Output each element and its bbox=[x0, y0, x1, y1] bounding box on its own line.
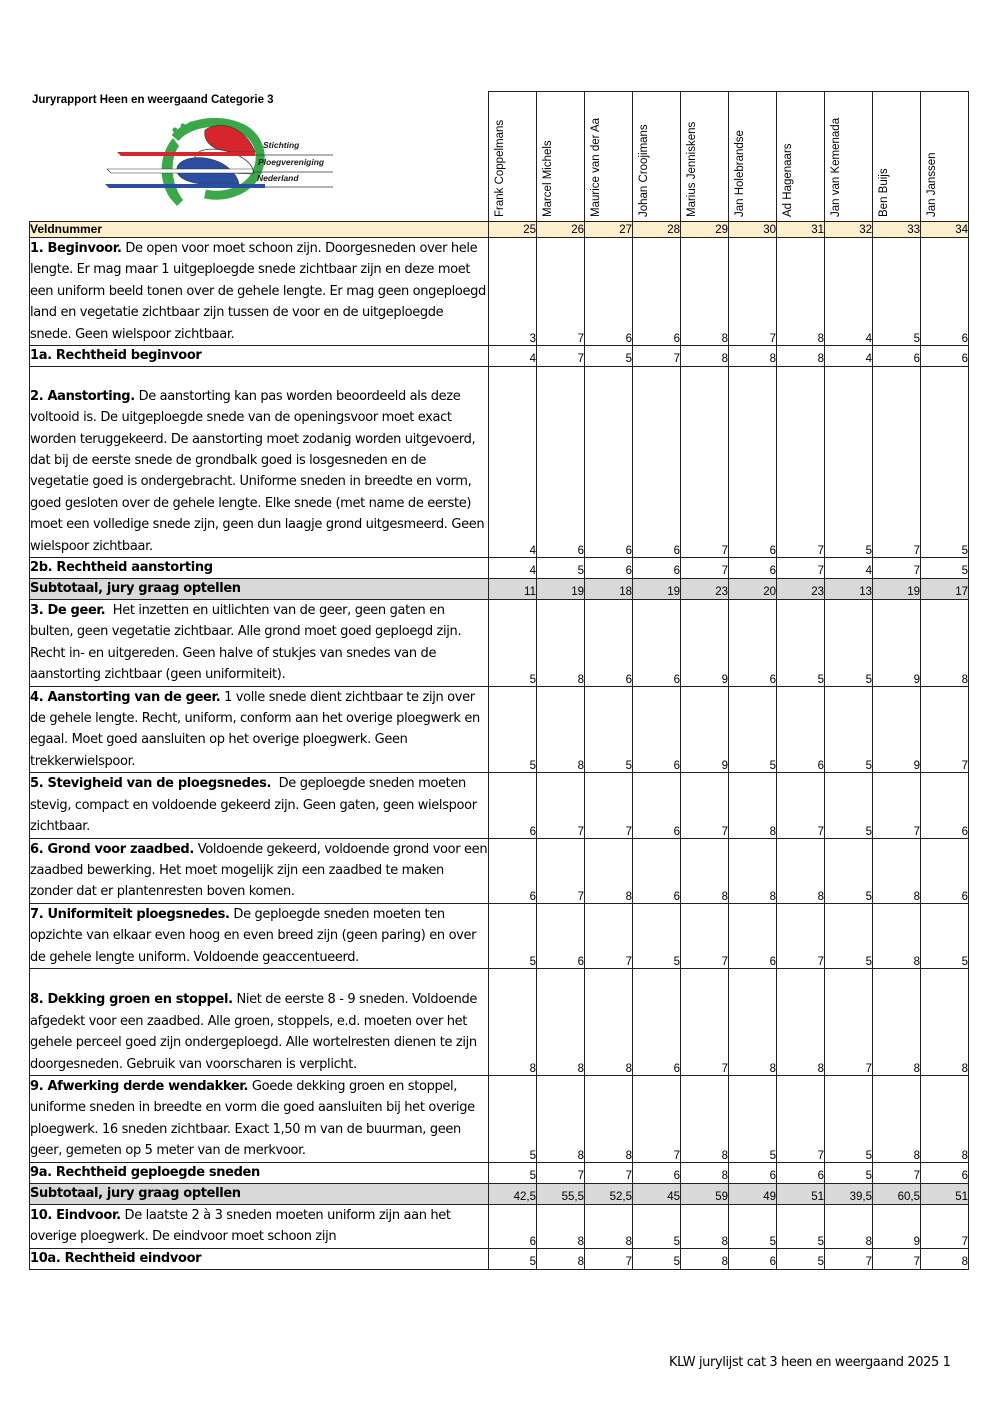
logo-text-ploegvereniging: Ploegvereniging bbox=[258, 157, 325, 167]
score-cell[interactable]: 6 bbox=[729, 558, 777, 579]
field-number-cell[interactable]: 27 bbox=[585, 222, 633, 238]
score-cell[interactable]: 6 bbox=[585, 558, 633, 579]
criterion-row bbox=[30, 838, 969, 903]
subtotal-cell[interactable]: 51 bbox=[921, 1183, 969, 1204]
score-cell[interactable]: 8 bbox=[585, 838, 633, 903]
criterion-title: 4. Aanstorting van de geer. bbox=[30, 689, 221, 705]
score-cell[interactable]: 5 bbox=[825, 773, 873, 838]
criterion-title: 9. Afwerking derde wendakker. bbox=[30, 1078, 249, 1094]
subtotal-cell[interactable]: 52,5 bbox=[585, 1183, 633, 1204]
criterion-title: Subtotaal, jury graag optellen bbox=[30, 581, 241, 597]
criterion-row bbox=[30, 1075, 969, 1162]
score-cell[interactable]: 4 bbox=[825, 238, 873, 346]
score-cell[interactable]: 8 bbox=[729, 968, 777, 1075]
judge-column-header bbox=[777, 92, 825, 222]
subtotal-cell[interactable]: 23 bbox=[681, 579, 729, 600]
score-cell[interactable]: 6 bbox=[633, 773, 681, 838]
subtotal-row bbox=[30, 579, 969, 600]
score-cell[interactable]: 6 bbox=[489, 838, 537, 903]
score-cell[interactable]: 7 bbox=[873, 367, 921, 558]
score-cell[interactable]: 5 bbox=[489, 600, 537, 687]
score-cell[interactable]: 6 bbox=[873, 346, 921, 367]
judge-column-header bbox=[489, 92, 537, 222]
score-cell[interactable]: 6 bbox=[921, 346, 969, 367]
score-cell[interactable]: 7 bbox=[777, 773, 825, 838]
criterion-row bbox=[30, 773, 969, 838]
score-cell[interactable]: 9 bbox=[873, 686, 921, 773]
score-cell[interactable]: 5 bbox=[777, 600, 825, 687]
score-cell[interactable]: 7 bbox=[729, 238, 777, 346]
criterion-description bbox=[30, 238, 489, 346]
subtotal-cell[interactable]: 42,5 bbox=[489, 1183, 537, 1204]
criterion-title: 10. Eindvoor. bbox=[30, 1207, 121, 1223]
score-cell[interactable]: 7 bbox=[873, 1162, 921, 1183]
score-cell[interactable]: 8 bbox=[537, 1248, 585, 1269]
score-cell[interactable]: 7 bbox=[777, 1075, 825, 1162]
score-cell[interactable]: 5 bbox=[585, 346, 633, 367]
score-cell[interactable]: 7 bbox=[633, 1075, 681, 1162]
score-cell[interactable]: 6 bbox=[633, 838, 681, 903]
criterion-text: De open voor moet schoon zijn. Doorgesneden over hele lengte. Er mag maar 1 uitgeploegde snede zichtbaar zijn en deze moet een uniform beeld tonen over de gehele lengte. Er mag geen ongeploegd land en vegetatie zichtbaar zijn tussen de voor en de uitgeploegde snede. Geen wielspoor zichtbaar. bbox=[30, 241, 490, 342]
criterion-text: Het inzetten en uitlichten van de geer, geen gaten en bulten, geen vegetatie zichtbaar. Alle grond moet goed geploegd zijn. Recht in- en uitgereden. Geen halve of stukjes van snedes van de aanstorting zichtbaar (geen uniformiteit). bbox=[30, 603, 466, 683]
criterion-row bbox=[30, 903, 969, 968]
field-number-cell[interactable]: 34 bbox=[921, 222, 969, 238]
score-cell[interactable]: 5 bbox=[777, 1204, 825, 1248]
judge-header-row bbox=[30, 92, 969, 222]
score-cell[interactable]: 7 bbox=[585, 773, 633, 838]
score-cell[interactable]: 5 bbox=[585, 686, 633, 773]
criterion-text: De laatste 2 à 3 sneden moeten uniform zijn aan het overige ploegwerk. De eindvoor moet schoon zijn bbox=[30, 1207, 455, 1245]
page-footer: KLW jurylijst cat 3 heen en weergaand 2025 1 bbox=[669, 1355, 951, 1370]
score-cell[interactable]: 5 bbox=[873, 238, 921, 346]
judge-column-header bbox=[585, 92, 633, 222]
score-cell[interactable]: 5 bbox=[633, 903, 681, 968]
subtotal-cell[interactable]: 19 bbox=[633, 579, 681, 600]
criterion-title: 3. De geer. bbox=[30, 603, 106, 619]
criterion-text: Niet de eerste 8 - 9 sneden. Voldoende afgedekt voor een zaadbed. Alle groen, stoppels, e.d. moeten over het gehele perceel goed zijn ondergeploegd. Alle wortelresten dienen te zijn doorgesneden. Gebruik van voorscharen is verplicht. bbox=[30, 992, 481, 1072]
score-cell[interactable]: 8 bbox=[537, 1075, 585, 1162]
score-cell[interactable]: 8 bbox=[921, 600, 969, 687]
score-cell[interactable]: 6 bbox=[921, 238, 969, 346]
score-cell[interactable]: 8 bbox=[585, 968, 633, 1075]
score-cell[interactable]: 4 bbox=[489, 346, 537, 367]
score-cell[interactable]: 6 bbox=[633, 1162, 681, 1183]
score-cell[interactable]: 7 bbox=[537, 1162, 585, 1183]
score-cell[interactable]: 6 bbox=[777, 686, 825, 773]
score-cell[interactable]: 8 bbox=[537, 686, 585, 773]
criterion-description bbox=[30, 1204, 489, 1248]
score-cell[interactable]: 8 bbox=[825, 1204, 873, 1248]
veldnummer-row bbox=[30, 222, 969, 238]
score-cell[interactable]: 6 bbox=[633, 367, 681, 558]
judge-name: Marius Jenniskens bbox=[685, 121, 698, 217]
subtotal-cell[interactable]: 11 bbox=[489, 579, 537, 600]
score-cell[interactable]: 8 bbox=[585, 1204, 633, 1248]
criterion-description bbox=[30, 1075, 489, 1162]
field-number-cell[interactable]: 33 bbox=[873, 222, 921, 238]
subtotal-cell[interactable]: 19 bbox=[537, 579, 585, 600]
score-cell[interactable]: 5 bbox=[777, 1248, 825, 1269]
judge-name: Jan Holebrandse bbox=[733, 130, 746, 217]
judge-name: Marcel Michels bbox=[541, 140, 554, 217]
score-cell[interactable]: 7 bbox=[825, 968, 873, 1075]
subtotal-cell[interactable]: 13 bbox=[825, 579, 873, 600]
score-cell[interactable]: 8 bbox=[777, 838, 825, 903]
criterion-row bbox=[30, 346, 969, 367]
score-cell[interactable]: 7 bbox=[585, 1248, 633, 1269]
score-cell[interactable]: 6 bbox=[729, 1162, 777, 1183]
subtotal-cell[interactable]: 23 bbox=[777, 579, 825, 600]
score-cell[interactable]: 8 bbox=[681, 238, 729, 346]
criterion-description bbox=[30, 1183, 489, 1204]
score-cell[interactable]: 5 bbox=[825, 600, 873, 687]
score-cell[interactable]: 8 bbox=[537, 600, 585, 687]
criterion-description bbox=[30, 579, 489, 600]
score-cell[interactable]: 7 bbox=[537, 346, 585, 367]
score-cell[interactable]: 6 bbox=[633, 600, 681, 687]
score-cell[interactable]: 6 bbox=[729, 903, 777, 968]
score-cell[interactable]: 7 bbox=[537, 238, 585, 346]
score-cell[interactable]: 5 bbox=[489, 1248, 537, 1269]
field-number-cell[interactable]: 30 bbox=[729, 222, 777, 238]
score-cell[interactable]: 4 bbox=[825, 346, 873, 367]
score-cell[interactable]: 6 bbox=[921, 773, 969, 838]
score-cell[interactable]: 4 bbox=[825, 558, 873, 579]
criterion-description bbox=[30, 686, 489, 773]
score-cell[interactable]: 4 bbox=[489, 367, 537, 558]
criterion-title: 1. Beginvoor. bbox=[30, 241, 122, 256]
subtotal-cell[interactable]: 39,5 bbox=[825, 1183, 873, 1204]
criterion-title: Subtotaal, jury graag optellen bbox=[30, 1185, 241, 1201]
score-cell[interactable]: 8 bbox=[921, 1248, 969, 1269]
subtotal-cell[interactable]: 59 bbox=[681, 1183, 729, 1204]
criterion-title: 5. Stevigheid van de ploegsnedes. bbox=[30, 776, 272, 792]
score-cell[interactable]: 5 bbox=[921, 903, 969, 968]
criterion-row bbox=[30, 367, 969, 558]
criterion-title: 2b. Rechtheid aanstorting bbox=[30, 560, 213, 576]
subtotal-cell[interactable]: 51 bbox=[777, 1183, 825, 1204]
score-cell[interactable]: 5 bbox=[825, 903, 873, 968]
criterion-row bbox=[30, 558, 969, 579]
score-cell[interactable]: 6 bbox=[585, 367, 633, 558]
criterion-description bbox=[30, 838, 492, 903]
score-cell[interactable]: 8 bbox=[729, 773, 777, 838]
logo-text-stichting: Stichting bbox=[263, 140, 300, 150]
criterion-text: 1 volle snede dient zichtbaar te zijn over de gehele lengte. Recht, uniform, conform aan het overige ploegwerk en egaal. Moet goed aansluiten op het overige ploegwerk. Geen trekkerwielspoor. bbox=[30, 689, 484, 769]
score-cell[interactable]: 5 bbox=[633, 1248, 681, 1269]
score-cell[interactable]: 8 bbox=[489, 968, 537, 1075]
judge-name: Ben Buijs bbox=[877, 168, 890, 217]
score-cell[interactable]: 7 bbox=[537, 838, 585, 903]
score-cell[interactable]: 8 bbox=[873, 903, 921, 968]
judge-column-header bbox=[633, 92, 681, 222]
veldnummer-label: Veldnummer bbox=[30, 222, 489, 238]
field-number-cell[interactable]: 29 bbox=[681, 222, 729, 238]
criterion-description bbox=[30, 367, 489, 558]
score-cell[interactable]: 6 bbox=[537, 903, 585, 968]
criterion-title: 6. Grond voor zaadbed. bbox=[30, 841, 194, 857]
score-cell[interactable]: 5 bbox=[825, 1075, 873, 1162]
score-cell[interactable]: 7 bbox=[585, 1162, 633, 1183]
judge-column-header bbox=[681, 92, 729, 222]
score-cell[interactable]: 7 bbox=[921, 686, 969, 773]
score-cell[interactable]: 7 bbox=[777, 903, 825, 968]
judge-name: Johan Croojimans bbox=[637, 124, 650, 217]
criterion-description bbox=[30, 903, 489, 968]
score-cell[interactable]: 8 bbox=[681, 1248, 729, 1269]
judge-column-header bbox=[921, 92, 969, 222]
criterion-title: 1a. Rechtheid beginvoor bbox=[30, 348, 202, 364]
header-spacer bbox=[30, 92, 489, 222]
score-cell[interactable]: 6 bbox=[633, 686, 681, 773]
score-cell[interactable]: 6 bbox=[585, 600, 633, 687]
criterion-description bbox=[30, 773, 489, 838]
criterion-title: 2. Aanstorting. bbox=[30, 388, 135, 404]
criterion-text: Goede dekking groen en stoppel, uniforme sneden in breedte en vorm die goed aansluiten bij het overige ploegwerk. 16 sneden zichtbaar. Exact 1,50 m van de buurman, geen geer, gemeten op 5 meter van de merkvoor. bbox=[30, 1078, 479, 1159]
score-cell[interactable]: 9 bbox=[873, 1204, 921, 1248]
subtotal-cell[interactable]: 19 bbox=[873, 579, 921, 600]
criterion-text: De geploegde sneden moeten stevig, compact en voldoende gekeerd zijn. Geen gaten, geen wielspoor zichtbaar. bbox=[30, 776, 481, 835]
score-cell[interactable]: 7 bbox=[873, 558, 921, 579]
score-cell[interactable]: 7 bbox=[681, 558, 729, 579]
score-cell[interactable]: 7 bbox=[681, 903, 729, 968]
jury-score-table bbox=[29, 91, 969, 1270]
judge-name: Maurice van der Aa bbox=[589, 117, 602, 217]
score-cell[interactable]: 8 bbox=[777, 346, 825, 367]
score-cell[interactable]: 7 bbox=[537, 773, 585, 838]
score-cell[interactable]: 8 bbox=[537, 1204, 585, 1248]
score-cell[interactable]: 5 bbox=[633, 1204, 681, 1248]
judge-column-header bbox=[873, 92, 921, 222]
score-cell[interactable]: 7 bbox=[825, 1248, 873, 1269]
criterion-row bbox=[30, 1162, 969, 1183]
field-number-cell[interactable]: 31 bbox=[777, 222, 825, 238]
criterion-row bbox=[30, 1204, 969, 1248]
score-cell[interactable]: 5 bbox=[729, 1204, 777, 1248]
document-title: Juryrapport Heen en weergaand Categorie 3 bbox=[32, 94, 274, 106]
score-cell[interactable]: 8 bbox=[681, 838, 729, 903]
criterion-row bbox=[30, 1248, 969, 1269]
criterion-description bbox=[30, 1162, 489, 1183]
subtotal-row bbox=[30, 1183, 969, 1204]
score-cell[interactable]: 5 bbox=[729, 1075, 777, 1162]
judge-name: Jan van Kemenada bbox=[829, 117, 842, 217]
score-cell[interactable]: 5 bbox=[825, 686, 873, 773]
score-cell[interactable]: 8 bbox=[921, 1075, 969, 1162]
score-cell[interactable]: 6 bbox=[489, 1204, 537, 1248]
score-cell[interactable]: 6 bbox=[921, 1162, 969, 1183]
criterion-description bbox=[30, 1248, 489, 1269]
score-cell[interactable]: 9 bbox=[681, 600, 729, 687]
score-cell[interactable]: 6 bbox=[537, 367, 585, 558]
score-cell[interactable]: 8 bbox=[729, 346, 777, 367]
score-cell[interactable]: 8 bbox=[873, 968, 921, 1075]
score-cell[interactable]: 7 bbox=[681, 968, 729, 1075]
criterion-title: 8. Dekking groen en stoppel. bbox=[30, 992, 233, 1008]
subtotal-cell[interactable]: 45 bbox=[633, 1183, 681, 1204]
score-cell[interactable]: 7 bbox=[681, 773, 729, 838]
score-cell[interactable]: 6 bbox=[633, 558, 681, 579]
criterion-description bbox=[30, 558, 489, 579]
score-cell[interactable]: 8 bbox=[777, 238, 825, 346]
judge-column-header bbox=[537, 92, 585, 222]
score-cell[interactable]: 8 bbox=[873, 1075, 921, 1162]
score-cell[interactable]: 6 bbox=[729, 367, 777, 558]
score-cell[interactable]: 9 bbox=[873, 600, 921, 687]
field-number-cell[interactable]: 28 bbox=[633, 222, 681, 238]
score-cell[interactable]: 8 bbox=[777, 968, 825, 1075]
score-cell[interactable]: 7 bbox=[873, 773, 921, 838]
score-cell[interactable]: 8 bbox=[537, 968, 585, 1075]
criterion-row bbox=[30, 600, 969, 687]
score-cell[interactable]: 8 bbox=[681, 1162, 729, 1183]
subtotal-cell[interactable]: 18 bbox=[585, 579, 633, 600]
subtotal-cell[interactable]: 55,5 bbox=[537, 1183, 585, 1204]
score-cell[interactable]: 6 bbox=[729, 1248, 777, 1269]
score-cell[interactable]: 5 bbox=[489, 1075, 537, 1162]
subtotal-cell[interactable]: 49 bbox=[729, 1183, 777, 1204]
criterion-text: De aanstorting kan pas worden beoordeeld als deze voltooid is. De uitgeploegde snede van de openingsvoor moet exact worden teruggekeerd. De aanstorting moet zodanig worden uitgevoerd, dat bij de eerste snede de grondbalk goed is losgesneden en de vegetatie goed is ondergebracht. Uniforme sneden in breedte en vorm, goed gesloten over de gehele lengte. Elke snede (met name de eerste) moet een volledige snede zijn, geen dun laagje grond uitgesmeerd. Geen wielspoor zichtbaar. bbox=[30, 388, 489, 554]
score-cell[interactable]: 8 bbox=[873, 838, 921, 903]
score-cell[interactable]: 7 bbox=[921, 1204, 969, 1248]
field-number-cell[interactable]: 26 bbox=[537, 222, 585, 238]
criterion-row bbox=[30, 686, 969, 773]
judge-name: Jan Janssen bbox=[925, 152, 938, 217]
score-cell[interactable]: 7 bbox=[777, 558, 825, 579]
score-cell[interactable]: 5 bbox=[489, 1162, 537, 1183]
score-cell[interactable]: 5 bbox=[537, 558, 585, 579]
logo-text-nederland: Nederland bbox=[257, 173, 299, 183]
score-cell[interactable]: 6 bbox=[489, 773, 537, 838]
score-cell[interactable]: 5 bbox=[825, 838, 873, 903]
score-cell[interactable]: 6 bbox=[633, 968, 681, 1075]
score-cell[interactable]: 8 bbox=[921, 968, 969, 1075]
criterion-description bbox=[30, 600, 489, 687]
score-cell[interactable]: 7 bbox=[873, 1248, 921, 1269]
score-cell[interactable]: 8 bbox=[585, 1075, 633, 1162]
score-cell[interactable]: 8 bbox=[681, 1204, 729, 1248]
score-cell[interactable]: 6 bbox=[921, 838, 969, 903]
score-cell[interactable]: 3 bbox=[489, 238, 537, 346]
score-cell[interactable]: 9 bbox=[681, 686, 729, 773]
score-cell[interactable]: 5 bbox=[825, 1162, 873, 1183]
score-cell[interactable]: 5 bbox=[921, 558, 969, 579]
score-cell[interactable]: 5 bbox=[489, 903, 537, 968]
score-cell[interactable]: 5 bbox=[489, 686, 537, 773]
judge-name: Ad Hagenaars bbox=[781, 143, 794, 217]
score-cell[interactable]: 7 bbox=[681, 367, 729, 558]
subtotal-cell[interactable]: 60,5 bbox=[873, 1183, 921, 1204]
criterion-title: 7. Uniformiteit ploegsnedes. bbox=[30, 906, 230, 922]
score-cell[interactable]: 7 bbox=[585, 903, 633, 968]
score-cell[interactable]: 6 bbox=[777, 1162, 825, 1183]
criterion-text: De geploegde sneden moeten ten opzichte van elkaar even hoog en even breed zijn (geen paring) en over de gehele lengte uniform. Voldoende geaccentueerd. bbox=[30, 906, 480, 965]
subtotal-cell[interactable]: 17 bbox=[921, 579, 969, 600]
criterion-text: Voldoende gekeerd, voldoende grond voor een zaadbed bewerking. Het moet mogelijk zijn een zaadbed te maken zonder dat er plantenresten boven komen. bbox=[30, 841, 492, 900]
criterion-description bbox=[30, 346, 489, 367]
subtotal-cell[interactable]: 20 bbox=[729, 579, 777, 600]
judge-name: Frank Coppelmans bbox=[493, 119, 506, 217]
judge-column-header bbox=[825, 92, 873, 222]
criterion-description bbox=[30, 968, 489, 1075]
criterion-row bbox=[30, 238, 969, 346]
score-cell[interactable]: 7 bbox=[777, 367, 825, 558]
score-cell[interactable]: 8 bbox=[681, 346, 729, 367]
field-number-cell[interactable]: 32 bbox=[825, 222, 873, 238]
score-cell[interactable]: 6 bbox=[633, 238, 681, 346]
judge-column-header bbox=[729, 92, 777, 222]
criterion-row bbox=[30, 968, 969, 1075]
score-cell[interactable]: 5 bbox=[825, 367, 873, 558]
score-cell[interactable]: 7 bbox=[633, 346, 681, 367]
score-cell[interactable]: 8 bbox=[681, 1075, 729, 1162]
score-cell[interactable]: 5 bbox=[921, 367, 969, 558]
score-cell[interactable]: 4 bbox=[489, 558, 537, 579]
score-cell[interactable]: 5 bbox=[729, 686, 777, 773]
score-cell[interactable]: 6 bbox=[729, 600, 777, 687]
field-number-cell[interactable]: 25 bbox=[489, 222, 537, 238]
criterion-title: 9a. Rechtheid geploegde sneden bbox=[30, 1164, 260, 1180]
criterion-title: 10a. Rechtheid eindvoor bbox=[30, 1250, 202, 1266]
score-cell[interactable]: 8 bbox=[729, 838, 777, 903]
score-cell[interactable]: 6 bbox=[585, 238, 633, 346]
